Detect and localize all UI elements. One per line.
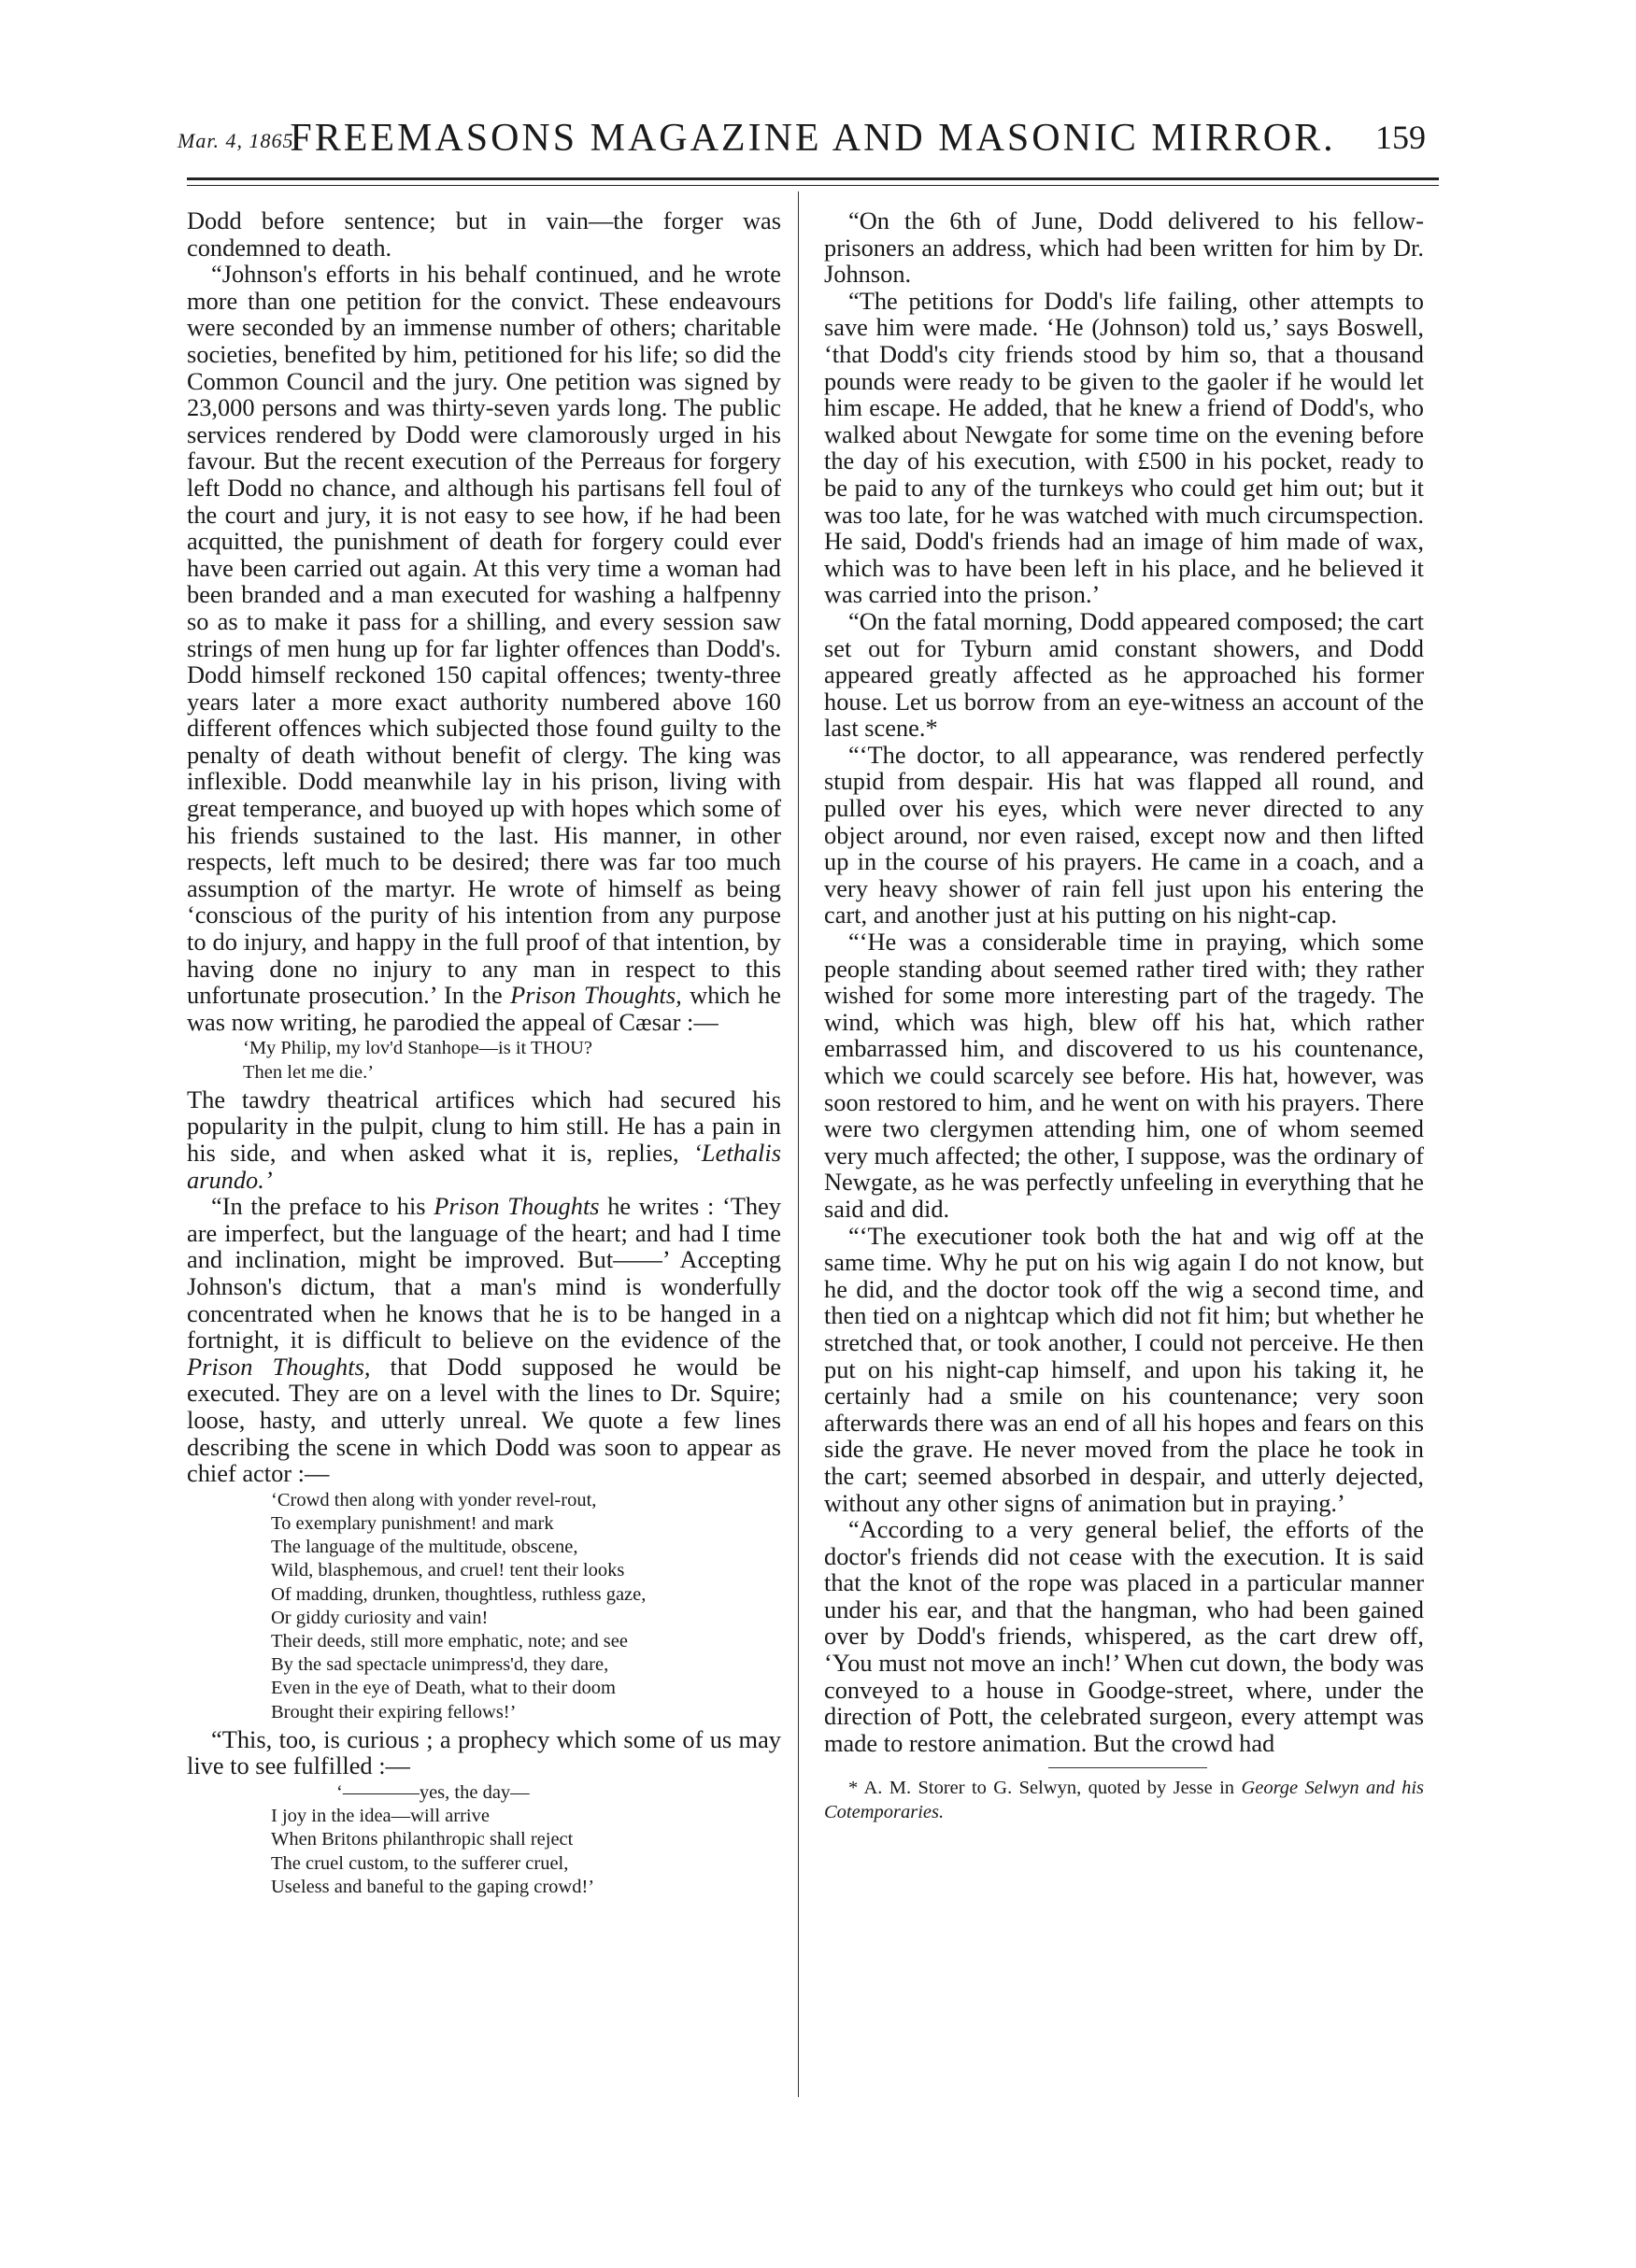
footnote-rule [1048, 1767, 1207, 1768]
paragraph: “‘The doctor, to all appearance, was rendered perfectly stupid from despair. His hat was flapped all round, and pulled over his eyes, which were never directed to any object around, nor even raised, except now and then lifted up in the course of his prayers. He came in a coach, and a very heavy shower of rain fell just upon his entering the cart, and another just at his putting on his night-cap. [824, 740, 1424, 929]
verse-line: By the sad spectacle unimpress'd, they dare, [271, 1654, 609, 1676]
verse-line: To exemplary punishment! and mark [271, 1512, 554, 1534]
paragraph: “Johnson's efforts in his behalf continued, and he wrote more than one petition for the convict. These endeavours were seconded by an immense number of others; charitable societies, benefited by him, petitioned for his life; so did the Common Council and the jury. One petition was signed by 23,000 persons and was thirty-seven yards long. The public services rendered by Dodd were clamorously urged in his favour. But the recent execution of the Perreaus for forgery left Dodd no chance, and although his partisans fell foul of the court and jury, it is not easy to see how, if he had been acquitted, the punishment of death for forgery could ever have been carried out again. At this very time a woman had been branded and a man executed for washing a halfpenny so as to make it pass for a shilling, and every session saw strings of men hung up for far lighter offences than Dodd's. Dodd himself reckoned 150 capital offences; twenty-three years later a more exact authority numbered above 160 different offences which subjected those found guilty to the penalty of death without benefit of clergy. The king was inflexible. Dodd meanwhile lay in his prison, living with great temperance, and buoyed up with hopes which some of his friends sustained to the last. His manner, in other respects, left much to be desired; there was far too much assumption of the martyr. He wrote of himself as being ‘conscious of the purity of his intention from any purpose to do injury, and happy in the full proof of that intention, by having done no injury to any man in respect to this unfortunate prosecution.’ In the Prison Thoughts, which he was now writing, he parodied the appeal of Cæsar :— [187, 260, 781, 1036]
verse-line: ‘Crowd then along with yonder revel-rout, [271, 1489, 597, 1510]
header-rule-thick [187, 177, 1439, 180]
caesar-quote [243, 1037, 781, 1084]
verse-line: Even in the eye of Death, what to their doom [271, 1678, 616, 1699]
quote-line: Then let me die.’ [243, 1061, 375, 1083]
page-number: 159 [1375, 119, 1426, 156]
page-header [178, 92, 1448, 160]
paragraph: “In the preface to his Prison Thoughts he writes : ‘They are imperfect, but the language of the heart; and had I time and inclination, might be improved. But——’ Accepting Johnson's dictum, that a man's mind is wonderfully concentrated when he knows that he is to be hanged in a fortnight, it is difficult to believe on the evidence of the Prison Thoughts, that Dodd supposed he would be executed. They are on a level with the lines to Dr. Squire; loose, hasty, and utterly unreal. We quote a few lines describing the scene in which Dodd was soon to appear as chief actor :— [187, 1192, 781, 1488]
issue-date: Mar. 4, 1865. [178, 129, 300, 152]
verse-line: The cruel custom, to the sufferer cruel, [271, 1852, 569, 1874]
header-rule-thin [187, 185, 1439, 186]
verse-line: Wild, blasphemous, and cruel! tent their looks [271, 1560, 625, 1581]
verse-line: ‘————yes, the day— [336, 1781, 530, 1803]
verse-block [271, 1489, 781, 1724]
verse-line: Useless and baneful to the gaping crowd!’ [271, 1876, 595, 1897]
paragraph: “According to a very general belief, the efforts of the doctor's friends did not cease with the execution. It is said that the knot of the rope was placed in a particular manner under his ear, and that the hangman, who had been gained over by Dodd's friends, whispered, as the cart drew off, ‘You must not move an inch!’ When cut down, the body was conveyed to a house in Goodge-street, where, under the direction of Pott, the celebrated surgeon, every attempt was made to restore animation. But the crowd had [824, 1515, 1424, 1757]
prophecy-verse [271, 1781, 781, 1899]
right-column [824, 207, 1424, 1824]
footnote: * A. M. Storer to G. Selwyn, quoted by Jesse in George Selwyn and his Cotemporaries. [824, 1778, 1425, 1823]
verse-line: I joy in the idea—will arrive [271, 1806, 490, 1827]
verse-line: The language of the multitude, obscene, [271, 1537, 578, 1558]
verse-line: Or giddy curiosity and vain! [271, 1607, 489, 1628]
paragraph: “On the 6th of June, Dodd delivered to his fellow-prisoners an address, which had been written for him by Dr. Johnson. [824, 206, 1424, 289]
paragraph: “The petitions for Dodd's life failing, other attempts to save him were made. ‘He (Johnson) told us,’ says Boswell, ‘that Dodd's city friends stood by him so, that a thousand pounds were ready to be given to the gaoler if he would let him escape. He added, that he knew a friend of Dodd's, who walked about Newgate for some time on the evening before the day of his execution, with £500 in his pocket, ready to be paid to any of the turnkeys who could get him out; but it was too late, for he was watched with much circumspection. He said, Dodd's friends had an image of him made of wax, which was to have been left in his place, and he believed it was carried into the prison.’ [824, 286, 1424, 609]
quote-line: ‘My Philip, my lov'd Stanhope—is it THOU? [243, 1038, 593, 1059]
paragraph: The tawdry theatrical artifices which had secured his popularity in the pulpit, clung to him still. He has a pain in his side, and when asked what it is, replies, ‘Lethalis arundo.’ [187, 1084, 781, 1194]
paragraph: “On the fatal morning, Dodd appeared composed; the cart set out for Tyburn amid constant showers, and Dodd appeared greatly affected as he approached his former house. Let us borrow from an eye-witness an account of the last scene.* [824, 606, 1424, 743]
column-divider [798, 191, 799, 2097]
verse-line: Their deeds, still more emphatic, note; and see [271, 1630, 628, 1651]
verse-line: Of madding, drunken, thoughtless, ruthless gaze, [271, 1583, 647, 1605]
paragraph: Dodd before sentence; but in vain—the forger was condemned to death. [187, 206, 781, 262]
left-column [187, 207, 781, 1901]
masthead-title: FREEMASONS MAGAZINE AND MASONIC MIRROR. [290, 117, 1336, 160]
paragraph: “This, too, is curious ; a prophecy which some of us may live to see fulfilled :— [187, 1724, 781, 1780]
paragraph: “‘He was a considerable time in praying, which some people standing about seemed rather tired with; they rather wished for some more interesting part of the tragedy. The wind, which was high, blew off his hat, which rather embarrassed him, and discovered to us his countenance, which we could scarcely see before. His hat, however, was soon restored to him, and he went on with his prayers. There were two clergymen attending him, one of whom seemed very much affected; the other, I suppose, was the ordinary of Newgate, as he was perfectly unfeeling in everything that he said and did. [824, 928, 1424, 1223]
paragraph: “‘The executioner took both the hat and wig off at the same time. Why he put on his wig again I do not know, but he did, and the doctor took off the wig a second time, and then tied on a nightcap which did not fit him; but whether he stretched that, or took another, I could not perceive. He then put on his night-cap himself, and upon his taking it, he certainly had a smile on his countenance; very soon afterwards there was an end of all his hopes and fears on this side the grave. He never moved from the place he took in the cart; seemed absorbed in despair, and utterly dejected, without any other signs of animation but in praying.’ [824, 1221, 1424, 1517]
verse-line: Brought their expiring fellows!’ [271, 1701, 517, 1722]
verse-line: When Britons philanthropic shall reject [271, 1829, 574, 1850]
